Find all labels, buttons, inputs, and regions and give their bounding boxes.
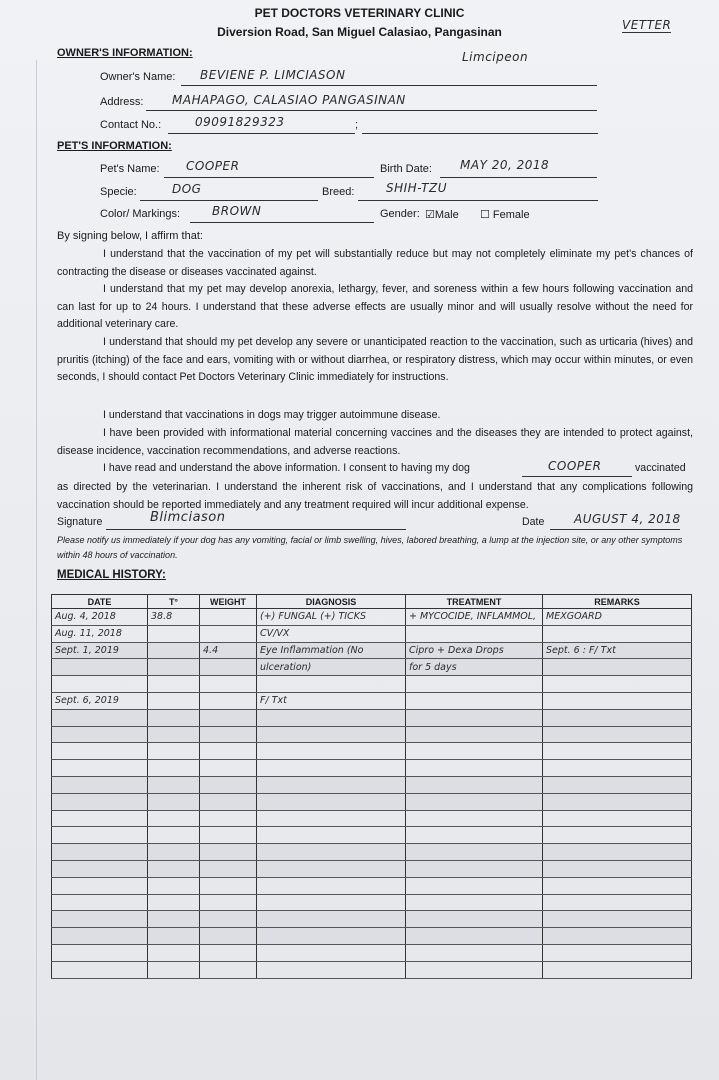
- history-cell[interactable]: [52, 659, 148, 676]
- history-cell[interactable]: [200, 961, 257, 978]
- history-cell[interactable]: [200, 676, 257, 693]
- history-cell[interactable]: [406, 776, 543, 793]
- history-cell[interactable]: [148, 676, 200, 693]
- history-cell[interactable]: [148, 877, 200, 894]
- consent-paragraph-1: I understand that the vaccination of my pet will substantially reduce but may not completely eliminate my pet's chances of contracting the disease or diseases vaccinated against.: [57, 248, 693, 278]
- table-row: [52, 844, 692, 861]
- pet-birth-field[interactable]: MAY 20, 2018: [460, 158, 550, 172]
- history-cell[interactable]: [257, 911, 406, 928]
- owner-name-label: Owner's Name:: [100, 71, 176, 83]
- history-cell[interactable]: [257, 793, 406, 810]
- table-row: [52, 709, 692, 726]
- history-cell[interactable]: [148, 793, 200, 810]
- history-cell[interactable]: [406, 625, 543, 642]
- history-cell[interactable]: [257, 944, 406, 961]
- history-cell[interactable]: [543, 877, 692, 894]
- table-row: [52, 676, 692, 693]
- history-cell[interactable]: [200, 659, 257, 676]
- clinic-address: Diversion Road, San Miguel Calasiao, Pangasinan: [217, 25, 502, 39]
- pet-section-title: PET'S INFORMATION:: [57, 140, 172, 152]
- history-cell[interactable]: Sept. 6, 2019: [52, 692, 148, 709]
- history-cell[interactable]: [406, 676, 543, 693]
- history-cell[interactable]: [148, 827, 200, 844]
- pet-gender-label: Gender:: [380, 208, 420, 220]
- medical-history-table: [51, 594, 692, 979]
- history-cell[interactable]: 4.4: [200, 642, 257, 659]
- history-cell[interactable]: [543, 827, 692, 844]
- history-cell[interactable]: [148, 642, 200, 659]
- history-cell[interactable]: [52, 844, 148, 861]
- owner-address-line: [146, 110, 597, 111]
- history-cell[interactable]: Aug. 11, 2018: [52, 625, 148, 642]
- history-column-header: DATE: [52, 595, 148, 609]
- history-cell[interactable]: [543, 726, 692, 743]
- history-cell[interactable]: [257, 894, 406, 911]
- history-cell[interactable]: (+) FUNGAL (+) TICKS: [257, 609, 406, 626]
- history-cell[interactable]: [200, 726, 257, 743]
- history-cell[interactable]: [257, 827, 406, 844]
- history-cell[interactable]: [148, 944, 200, 961]
- history-cell[interactable]: [200, 944, 257, 961]
- history-cell[interactable]: [148, 659, 200, 676]
- history-cell[interactable]: [148, 810, 200, 827]
- table-row: [52, 793, 692, 810]
- history-cell[interactable]: Eye Inflammation (No: [257, 642, 406, 659]
- gender-male-checkbox[interactable]: ☑Male: [425, 209, 459, 221]
- history-cell[interactable]: [406, 726, 543, 743]
- history-column-header: WEIGHT: [200, 595, 257, 609]
- pet-breed-field[interactable]: SHIH-TZU: [386, 181, 447, 195]
- history-cell[interactable]: [148, 760, 200, 777]
- history-cell[interactable]: [52, 911, 148, 928]
- owner-address-label: Address:: [100, 96, 144, 108]
- history-cell[interactable]: [257, 726, 406, 743]
- history-cell[interactable]: [148, 726, 200, 743]
- history-cell[interactable]: Aug. 4, 2018: [52, 609, 148, 626]
- history-cell[interactable]: MEXGOARD: [543, 609, 692, 626]
- history-cell[interactable]: [52, 827, 148, 844]
- notify-notice: Please notify us immediately if your dog has any vomiting, facial or limb swelling, hives, labored breathing, a lump at the injection site, or any other symptoms within 48 hours of vaccination.: [57, 535, 683, 560]
- history-column-header: REMARKS: [543, 595, 692, 609]
- consent-paragraph-6: I have read and understand the above information. I consent to having my dog: [103, 462, 470, 474]
- history-cell[interactable]: [200, 793, 257, 810]
- history-cell[interactable]: [52, 860, 148, 877]
- history-cell[interactable]: [257, 961, 406, 978]
- history-cell[interactable]: [148, 692, 200, 709]
- history-cell[interactable]: [257, 676, 406, 693]
- date-line: [550, 529, 680, 530]
- history-cell[interactable]: [148, 709, 200, 726]
- table-row: [52, 827, 692, 844]
- history-cell[interactable]: 38.8: [148, 609, 200, 626]
- history-section-title: MEDICAL HISTORY:: [57, 569, 166, 581]
- history-cell[interactable]: [200, 877, 257, 894]
- table-row: [52, 860, 692, 877]
- pet-birth-label: Birth Date:: [380, 163, 432, 175]
- owner-name-line: [181, 85, 597, 86]
- history-cell[interactable]: [406, 810, 543, 827]
- history-cell[interactable]: [543, 911, 692, 928]
- history-cell[interactable]: [148, 860, 200, 877]
- consent-paragraph-5: I have been provided with informational material concerning vaccines and the diseases they are intended to protect against, disease incidence, vaccination recommendations, and adverse reactions.: [57, 427, 693, 457]
- history-cell[interactable]: [200, 776, 257, 793]
- history-cell[interactable]: [406, 844, 543, 861]
- history-cell[interactable]: [257, 860, 406, 877]
- pet-name-field[interactable]: COOPER: [186, 159, 240, 173]
- date-label: Date: [522, 516, 545, 528]
- history-cell[interactable]: [52, 776, 148, 793]
- gender-female-checkbox[interactable]: ☐ Female: [480, 209, 530, 221]
- history-cell[interactable]: [406, 928, 543, 945]
- history-cell[interactable]: [257, 810, 406, 827]
- history-cell[interactable]: [406, 894, 543, 911]
- history-cell[interactable]: [543, 810, 692, 827]
- history-cell[interactable]: [543, 659, 692, 676]
- history-cell[interactable]: [543, 793, 692, 810]
- history-cell[interactable]: [543, 743, 692, 760]
- history-cell[interactable]: [406, 760, 543, 777]
- history-cell[interactable]: [52, 760, 148, 777]
- owner-address-field[interactable]: MAHAPAGO, CALASIAO PANGASINAN: [172, 93, 406, 107]
- history-cell[interactable]: [406, 961, 543, 978]
- history-cell[interactable]: F/ Txt: [257, 692, 406, 709]
- history-cell[interactable]: [200, 911, 257, 928]
- history-cell[interactable]: [200, 709, 257, 726]
- history-cell[interactable]: [257, 877, 406, 894]
- history-cell[interactable]: [406, 709, 543, 726]
- history-cell[interactable]: [200, 928, 257, 945]
- table-row: [52, 659, 692, 676]
- history-cell[interactable]: [543, 692, 692, 709]
- table-row: [52, 894, 692, 911]
- table-row: [52, 760, 692, 777]
- owner-contact-sep: ;: [355, 119, 359, 131]
- history-cell[interactable]: [148, 776, 200, 793]
- owner-section-title: OWNER'S INFORMATION:: [57, 47, 193, 59]
- table-row: [52, 776, 692, 793]
- owner-contact-line: [168, 133, 355, 134]
- history-cell[interactable]: [543, 776, 692, 793]
- history-cell[interactable]: [543, 928, 692, 945]
- history-cell[interactable]: [543, 676, 692, 693]
- history-cell[interactable]: [52, 894, 148, 911]
- table-row: [52, 726, 692, 743]
- history-cell[interactable]: Sept. 6 : F/ Txt: [543, 642, 692, 659]
- history-cell[interactable]: for 5 days: [406, 659, 543, 676]
- table-row: [52, 810, 692, 827]
- history-cell[interactable]: [200, 692, 257, 709]
- history-cell[interactable]: [543, 894, 692, 911]
- history-cell[interactable]: [52, 676, 148, 693]
- history-cell[interactable]: [52, 709, 148, 726]
- history-cell[interactable]: [406, 827, 543, 844]
- history-cell[interactable]: [200, 844, 257, 861]
- history-cell[interactable]: [543, 944, 692, 961]
- table-row: [52, 743, 692, 760]
- owner-name-field[interactable]: BEVIENE P. LIMCIASON: [200, 68, 346, 82]
- consent-dog-field[interactable]: COOPER: [548, 459, 602, 473]
- owner-contact-label: Contact No.:: [100, 119, 162, 131]
- history-cell[interactable]: [52, 928, 148, 945]
- history-cell[interactable]: [406, 944, 543, 961]
- pet-color-field[interactable]: BROWN: [212, 204, 262, 218]
- history-cell[interactable]: [52, 944, 148, 961]
- history-column-header: DIAGNOSIS: [257, 595, 406, 609]
- history-cell[interactable]: [200, 860, 257, 877]
- table-row: [52, 625, 692, 642]
- history-cell[interactable]: [200, 827, 257, 844]
- history-cell[interactable]: [257, 760, 406, 777]
- pet-specie-line: [140, 200, 318, 201]
- history-cell[interactable]: CV/VX: [257, 625, 406, 642]
- clinic-name: PET DOCTORS VETERINARY CLINIC: [254, 6, 465, 20]
- pet-specie-label: Specie:: [100, 186, 137, 198]
- table-row: [52, 642, 692, 659]
- history-cell[interactable]: [257, 844, 406, 861]
- owner-contact2-line: [362, 133, 598, 134]
- history-cell[interactable]: [257, 743, 406, 760]
- table-row: [52, 928, 692, 945]
- history-cell[interactable]: [52, 961, 148, 978]
- table-row: [52, 961, 692, 978]
- history-cell[interactable]: [200, 625, 257, 642]
- pet-name-label: Pet's Name:: [100, 163, 160, 175]
- history-cell[interactable]: Sept. 1, 2019: [52, 642, 148, 659]
- history-cell[interactable]: [543, 844, 692, 861]
- history-cell[interactable]: [406, 743, 543, 760]
- history-cell[interactable]: [257, 709, 406, 726]
- pet-color-label: Color/ Markings:: [100, 208, 181, 220]
- history-cell[interactable]: [52, 743, 148, 760]
- consent-paragraph-3: I understand that should my pet develop any severe or unanticipated reaction to the vaccination, such as urticaria (hives) and pruritis (itching) of the face and ears, vomiting with or without diarrhea, or respiratory distress, which may occur within minutes, or even seconds, I should contact Pet Doctors Veterinary Clinic immediately for instructions.: [57, 336, 693, 384]
- consent-intro: By signing below, I affirm that:: [57, 230, 203, 242]
- table-row: [52, 692, 692, 709]
- pet-color-line: [190, 222, 374, 223]
- history-cell[interactable]: ulceration): [257, 659, 406, 676]
- history-cell[interactable]: [148, 961, 200, 978]
- paper-fold-line: [36, 60, 37, 1080]
- history-cell[interactable]: [148, 928, 200, 945]
- corner-note: VETTER: [622, 18, 672, 32]
- history-cell[interactable]: [543, 709, 692, 726]
- table-row: [52, 944, 692, 961]
- history-cell[interactable]: [200, 810, 257, 827]
- history-cell[interactable]: [406, 793, 543, 810]
- consent-paragraph-7: as directed by the veterinarian. I understand the inherent risk of vaccinations, and I understand that any complications following vaccination should be reported immediately and any treatment required will incur additional expense.: [57, 481, 693, 511]
- history-cell[interactable]: [543, 961, 692, 978]
- history-cell[interactable]: [257, 776, 406, 793]
- history-cell[interactable]: [200, 760, 257, 777]
- history-cell[interactable]: [406, 692, 543, 709]
- signature-line: [106, 529, 406, 530]
- history-cell[interactable]: + MYCOCIDE, INFLAMMOL,: [406, 609, 543, 626]
- history-cell[interactable]: [52, 726, 148, 743]
- table-row: [52, 911, 692, 928]
- history-cell[interactable]: [543, 860, 692, 877]
- history-cell[interactable]: [257, 928, 406, 945]
- history-cell[interactable]: Cipro + Dexa Drops: [406, 642, 543, 659]
- owner-margin-note: Limcipeon: [462, 50, 529, 64]
- signature-field[interactable]: Blimciason: [150, 510, 226, 525]
- consent-dog-line: [522, 476, 632, 477]
- history-cell[interactable]: [148, 625, 200, 642]
- history-cell[interactable]: [52, 877, 148, 894]
- history-column-header: TREATMENT: [406, 595, 543, 609]
- history-cell[interactable]: [406, 860, 543, 877]
- history-cell[interactable]: [543, 760, 692, 777]
- owner-contact-field[interactable]: 09091829323: [195, 115, 285, 129]
- pet-birth-line: [440, 177, 597, 178]
- history-cell[interactable]: [406, 911, 543, 928]
- consent-paragraph-2: I understand that my pet may develop anorexia, lethargy, fever, and soreness within a few hours following vaccination and can last for up to 24 hours. I understand that these adverse effects are usually minor and will usually resolve without the need for additional veterinary care.: [57, 283, 693, 331]
- history-cell[interactable]: [406, 877, 543, 894]
- history-cell[interactable]: [200, 609, 257, 626]
- pet-name-line: [164, 177, 374, 178]
- date-field[interactable]: AUGUST 4, 2018: [574, 512, 681, 526]
- history-cell[interactable]: [148, 844, 200, 861]
- signature-label: Signature: [57, 516, 103, 528]
- history-column-header: T°: [148, 595, 200, 609]
- table-row: [52, 877, 692, 894]
- pet-breed-label: Breed:: [322, 186, 355, 198]
- history-cell[interactable]: [200, 743, 257, 760]
- pet-specie-field[interactable]: DOG: [172, 182, 202, 196]
- consent-paragraph-4: I understand that vaccinations in dogs may trigger autoimmune disease.: [103, 409, 441, 421]
- history-cell[interactable]: [148, 894, 200, 911]
- history-cell[interactable]: [148, 911, 200, 928]
- history-cell[interactable]: [543, 625, 692, 642]
- history-cell[interactable]: [52, 810, 148, 827]
- consent-vaccinated-text: vaccinated: [635, 462, 686, 474]
- history-cell[interactable]: [148, 743, 200, 760]
- history-cell[interactable]: [52, 793, 148, 810]
- history-cell[interactable]: [200, 894, 257, 911]
- table-row: [52, 609, 692, 626]
- pet-breed-line: [358, 200, 598, 201]
